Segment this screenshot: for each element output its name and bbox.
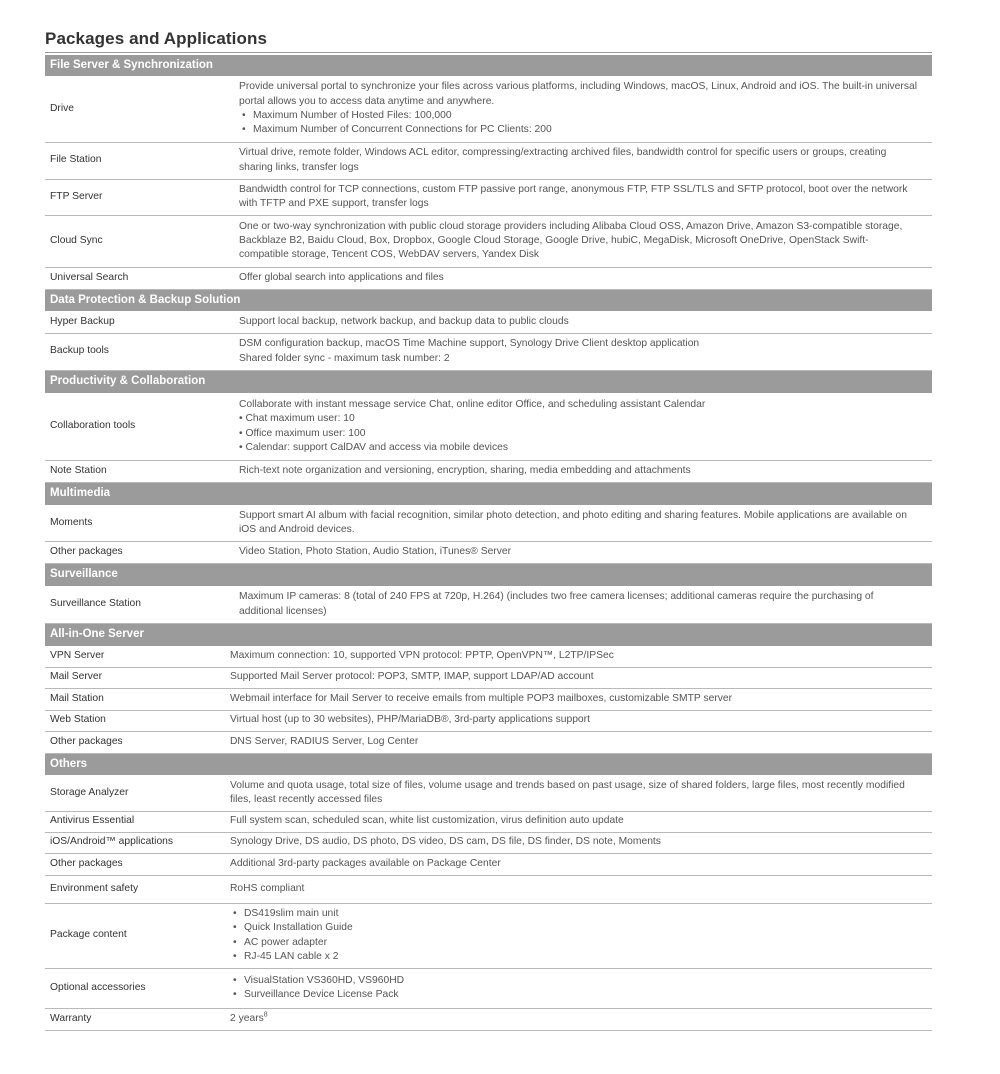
bullet-item: • Maximum Number of Hosted Files: 100,000 [239,109,918,123]
row-description: Support local backup, network backup, and backup data to public clouds [230,311,932,333]
row-label: Warranty [45,1008,230,1030]
row-description: Virtual drive, remote folder, Windows ACL editor, compressing/extracting archived files, bandwidth control for specific users or groups, creating sharing links, transfer logs [230,142,932,179]
drive-bullets [239,109,918,138]
row-label: Web Station [45,710,230,731]
row-label: Note Station [45,460,230,482]
title-divider [45,52,932,53]
row-label: Mail Station [45,688,230,710]
row-label: Surveillance Station [45,586,230,623]
row-description: Maximum connection: 10, supported VPN protocol: PPTP, OpenVPN™, L2TP/IPSec [230,646,932,667]
row-label: Mail Server [45,667,230,688]
row-description [230,968,932,1008]
table-row-moments [45,505,932,541]
bullet-item: • Quick Installation Guide [230,921,918,935]
row-label: Storage Analyzer [45,775,230,811]
description-line: Shared folder sync - maximum task number: 2 [239,352,450,364]
row-description: Webmail interface for Mail Server to receive emails from multiple POP3 mailboxes, customizable SMTP server [230,688,932,710]
row-label: Other packages [45,541,230,563]
table-row-ios-android [45,832,932,853]
description-line: • Office maximum user: 100 [239,427,366,439]
row-label: Other packages [45,731,230,753]
table-row-warranty [45,1008,932,1030]
section-title: Surveillance [45,563,932,586]
table-row-environment-safety [45,875,932,903]
table-row-web-station [45,710,932,731]
section-header-others [45,753,932,775]
row-label: Antivirus Essential [45,811,230,832]
table-row-storage-analyzer [45,775,932,811]
optional-accessories-list [230,974,918,1003]
table-row-surveillance-station [45,586,932,623]
description-line: DSM configuration backup, macOS Time Machine support, Synology Drive Client desktop application [239,338,700,350]
row-description [230,903,932,968]
table-row-drive [45,76,932,142]
specifications-table [45,55,932,1031]
row-description: Maximum IP cameras: 8 (total of 240 FPS at 720p, H.264) (includes two free camera licenses; additional cameras require the purchasing of additional licenses) [230,586,932,623]
section-title: Data Protection & Backup Solution [45,289,932,311]
row-description: Offer global search into applications and files [230,267,932,289]
row-description: Bandwidth control for TCP connections, custom FTP passive port range, anonymous FTP, FTP SSL/TLS and SFTP protocol, boot over the network with TFTP and PXE support, transfer logs [230,179,932,215]
footnote-marker: 8 [263,1011,268,1019]
table-row-antivirus [45,811,932,832]
bullet-item: • DS419slim main unit [230,907,918,921]
bullet-item: • AC power adapter [230,936,918,950]
table-row-other-packages-aio [45,731,932,753]
bullet-item: • Maximum Number of Concurrent Connections for PC Clients: 200 [239,123,918,137]
warranty-value: 2 years [230,1012,264,1024]
section-title: All-in-One Server [45,623,932,646]
row-description: DNS Server, RADIUS Server, Log Center [230,731,932,753]
table-row-collaboration-tools [45,393,932,460]
row-description: Virtual host (up to 30 websites), PHP/MariaDB®, 3rd-party applications support [230,710,932,731]
row-label: Universal Search [45,267,230,289]
row-label: Package content [45,903,230,968]
table-row-universal-search [45,267,932,289]
table-row-mail-station [45,688,932,710]
row-label: Drive [45,76,230,142]
section-title: Others [45,753,932,775]
table-row-other-packages-multimedia [45,541,932,563]
row-description [230,333,932,370]
row-label: Other packages [45,853,230,875]
section-header-multimedia [45,482,932,505]
description-line: • Calendar: support CalDAV and access via mobile devices [239,441,508,453]
table-row-vpn-server [45,646,932,667]
section-title: Productivity & Collaboration [45,370,932,393]
description-line: Collaborate with instant message service Chat, online editor Office, and scheduling assistant Calendar [239,398,706,410]
row-label: Hyper Backup [45,311,230,333]
row-label: Moments [45,505,230,541]
row-label: Cloud Sync [45,215,230,267]
row-description: One or two-way synchronization with public cloud storage providers including Alibaba Cloud OSS, Amazon Drive, Amazon S3-compatible storage, Backblaze B2, Baidu Cloud, Box, Dropbox, Google Cloud Storage, Google Drive, hubiC, MegaDisk, Microsoft OneDrive, OpenStack Swift-compatible storage, Tencent COS, WebDAV servers, Yandex Disk [230,215,932,267]
table-row-package-content [45,903,932,968]
row-description [230,393,932,460]
section-header-all-in-one [45,623,932,646]
bullet-item: • RJ-45 LAN cable x 2 [230,950,918,964]
drive-description: Provide universal portal to synchronize your files across various platforms, including Windows, macOS, Linux, Android and iOS. The built-in universal portal allows you to access data anytime and anywhere. [239,81,918,107]
bullet-item: • VisualStation VS360HD, VS960HD [230,974,918,988]
row-label: Collaboration tools [45,393,230,460]
row-description: Volume and quota usage, total size of files, volume usage and trends based on past usage, size of shared folders, large files, most recently modified files, least recently accessed files [230,775,932,811]
description-line: • Chat maximum user: 10 [239,413,355,425]
section-header-productivity [45,370,932,393]
row-label: iOS/Android™ applications [45,832,230,853]
bullet-item: • Surveillance Device License Pack [230,988,918,1002]
package-content-list [230,907,918,964]
row-label: Optional accessories [45,968,230,1008]
row-label: File Station [45,142,230,179]
row-description: Supported Mail Server protocol: POP3, SMTP, IMAP, support LDAP/AD account [230,667,932,688]
section-header-data-protection [45,289,932,311]
table-row-backup-tools [45,333,932,370]
section-header-file-server [45,55,932,76]
row-description: Video Station, Photo Station, Audio Station, iTunes® Server [230,541,932,563]
table-row-optional-accessories [45,968,932,1008]
row-description: RoHS compliant [230,875,932,903]
row-description [230,1008,932,1030]
page-title: Packages and Applications [45,29,267,48]
table-row-hyper-backup [45,311,932,333]
section-title: Multimedia [45,482,932,505]
section-header-surveillance [45,563,932,586]
table-row-other-packages-others [45,853,932,875]
row-description: Rich-text note organization and versioning, encryption, sharing, media embedding and attachments [230,460,932,482]
table-row-file-station [45,142,932,179]
row-description: Additional 3rd-party packages available on Package Center [230,853,932,875]
row-description: Support smart AI album with facial recognition, similar photo detection, and photo editing and sharing features. Mobile applications are available on iOS and Android devices. [230,505,932,541]
row-label: Backup tools [45,333,230,370]
table-row-note-station [45,460,932,482]
row-label: FTP Server [45,179,230,215]
table-row-ftp-server [45,179,932,215]
row-description [230,76,932,142]
table-row-cloud-sync [45,215,932,267]
row-description: Full system scan, scheduled scan, white list customization, virus definition auto update [230,811,932,832]
row-label: VPN Server [45,646,230,667]
table-row-mail-server [45,667,932,688]
row-label: Environment safety [45,875,230,903]
row-description: Synology Drive, DS audio, DS photo, DS video, DS cam, DS file, DS finder, DS note, Moments [230,832,932,853]
section-title: File Server & Synchronization [45,55,932,76]
